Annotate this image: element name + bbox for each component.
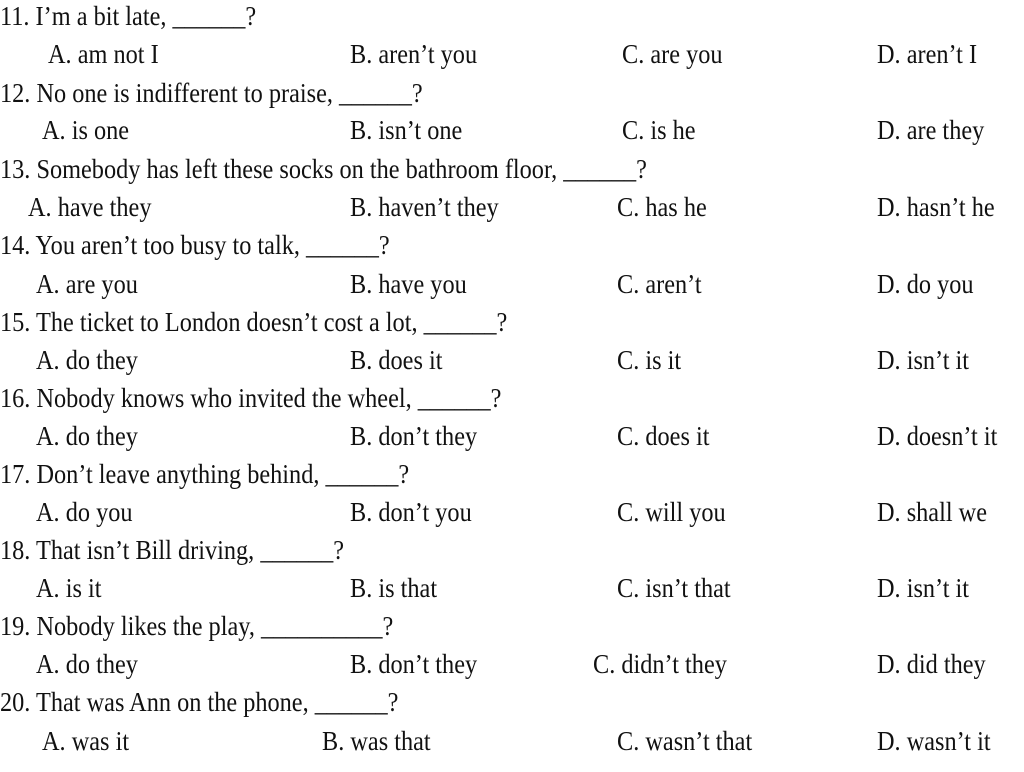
option-d: D. hasn’t he	[877, 192, 995, 222]
option-c: C. is it	[617, 345, 682, 375]
option-c: C. wasn’t that	[617, 726, 753, 756]
option-a: A. are you	[36, 269, 138, 299]
option-a: A. do they	[36, 649, 138, 679]
option-a: A. is it	[36, 573, 102, 603]
option-b: B. was that	[322, 726, 431, 756]
option-d: D. did they	[877, 649, 986, 679]
option-a: A. is one	[42, 115, 130, 145]
option-d: D. shall we	[877, 497, 988, 527]
option-b: B. don’t they	[350, 421, 478, 451]
question-stem: 14. You aren’t too busy to talk, ______?	[0, 230, 390, 260]
option-a: A. have they	[28, 192, 152, 222]
option-d: D. doesn’t it	[877, 421, 998, 451]
option-c: C. isn’t that	[617, 573, 731, 603]
option-b: B. haven’t they	[350, 192, 499, 222]
option-c: C. will you	[617, 497, 726, 527]
question-stem: 17. Don’t leave anything behind, ______?	[0, 459, 410, 489]
question-stem: 16. Nobody knows who invited the wheel, ______?	[0, 383, 502, 413]
option-b: B. is that	[350, 573, 438, 603]
option-a: A. was it	[42, 726, 130, 756]
option-a: A. am not I	[48, 39, 159, 69]
option-c: C. does it	[617, 421, 710, 451]
option-d: D. wasn’t it	[877, 726, 991, 756]
option-b: B. does it	[350, 345, 443, 375]
option-d: D. isn’t it	[877, 573, 970, 603]
option-c: C. is he	[622, 115, 696, 145]
question-stem: 19. Nobody likes the play, __________?	[0, 611, 394, 641]
option-c: C. has he	[617, 192, 707, 222]
option-a: A. do they	[36, 345, 138, 375]
question-stem: 12. No one is indifferent to praise, ______?	[0, 78, 423, 108]
option-d: D. do you	[877, 269, 974, 299]
question-stem: 20. That was Ann on the phone, ______?	[0, 687, 399, 717]
option-b: B. don’t you	[350, 497, 472, 527]
option-c: C. aren’t	[617, 269, 702, 299]
option-c: C. are you	[622, 39, 723, 69]
question-stem: 18. That isn’t Bill driving, ______?	[0, 535, 345, 565]
question-stem: 11. I’m a bit late, ______?	[0, 1, 257, 31]
option-d: D. aren’t I	[877, 39, 978, 69]
option-b: B. isn’t one	[350, 115, 463, 145]
option-b: B. aren’t you	[350, 39, 478, 69]
option-d: D. are they	[877, 115, 985, 145]
option-b: B. don’t they	[350, 649, 478, 679]
option-d: D. isn’t it	[877, 345, 970, 375]
question-stem: 13. Somebody has left these socks on the bathroom floor, ______?	[0, 154, 647, 184]
question-stem: 15. The ticket to London doesn’t cost a lot, ______?	[0, 307, 508, 337]
option-a: A. do they	[36, 421, 138, 451]
option-a: A. do you	[36, 497, 133, 527]
option-b: B. have you	[350, 269, 467, 299]
option-c: C. didn’t they	[593, 649, 727, 679]
